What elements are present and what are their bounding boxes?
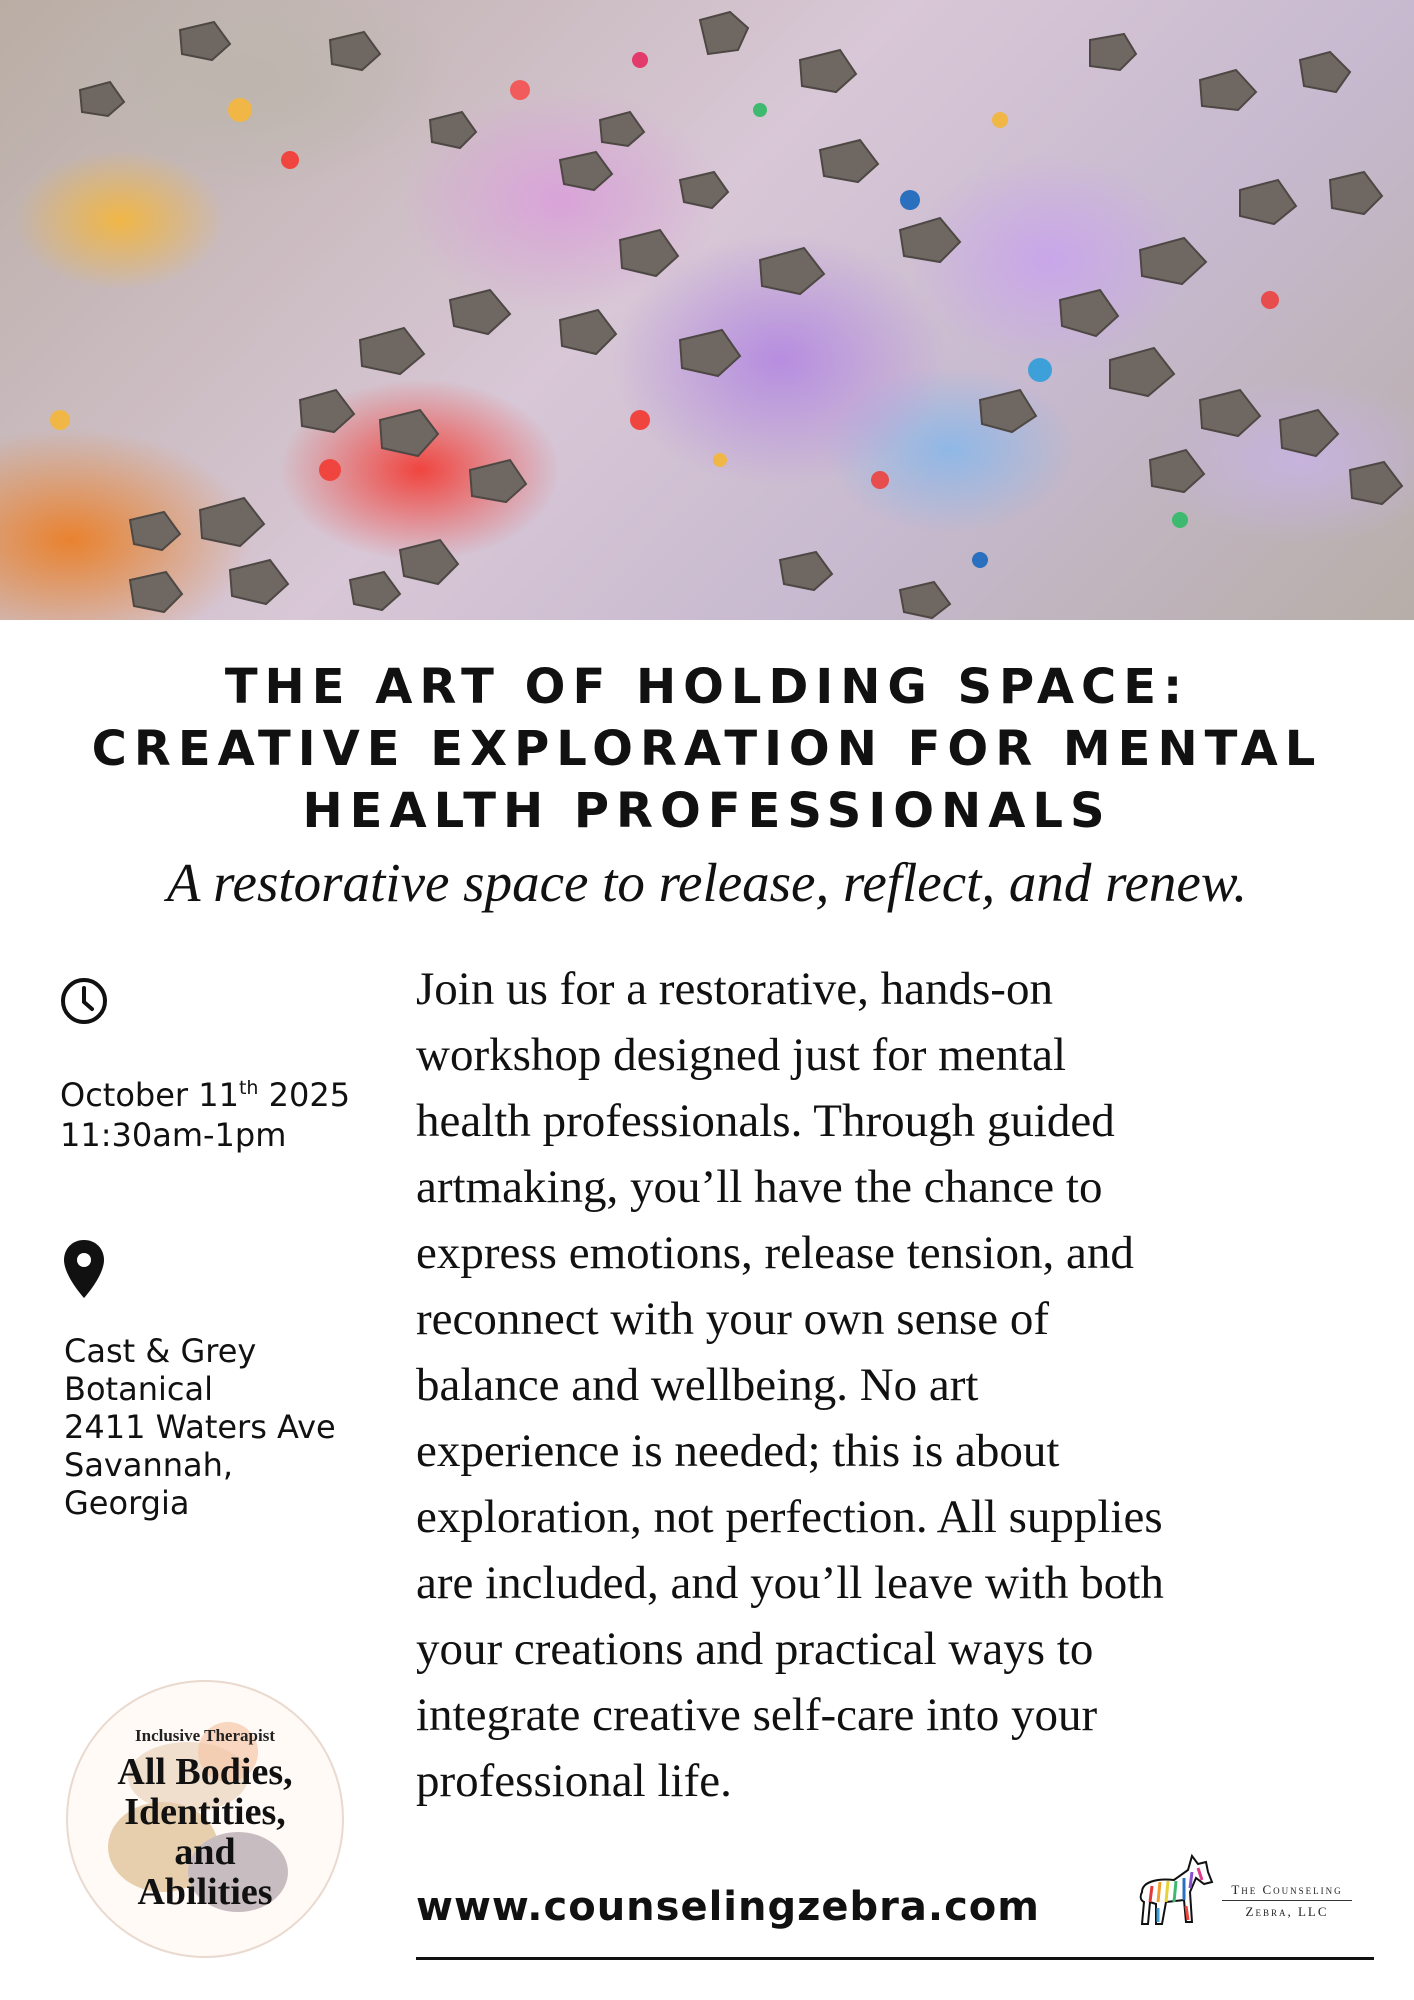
counseling-zebra-logo-text [1222, 1882, 1352, 1920]
footer-divider [416, 1957, 1374, 1960]
address-line: Georgia [64, 1484, 190, 1522]
address-line: 2411 Waters Ave [64, 1408, 336, 1446]
event-date [60, 1076, 350, 1114]
description-line: artmaking, you’ll have the chance to [416, 1161, 1103, 1213]
description-line: express emotions, release tension, and [416, 1227, 1134, 1279]
description-line: experience is needed; this is about [416, 1425, 1060, 1477]
description-line: balance and wellbeing. No art [416, 1359, 979, 1411]
address-line: Cast & Grey [64, 1332, 257, 1370]
address-line: Savannah, [64, 1446, 234, 1484]
zebra-icon [1122, 1842, 1222, 1942]
description-line: integrate creative self-care into your [416, 1689, 1098, 1741]
description-line: reconnect with your own sense of [416, 1293, 1050, 1345]
event-title: THE ART OF HOLDING SPACE: CREATIVE EXPLORATION FOR MENTAL HEALTH PROFESSIONALS [91, 659, 1323, 839]
badge-heading: Inclusive Therapist [135, 1726, 275, 1745]
location-pin-icon [62, 1238, 106, 1300]
date-suffix: th [238, 1077, 259, 1099]
badge-line: Abilities [137, 1871, 273, 1913]
clock-icon [58, 975, 110, 1027]
description-line: workshop designed just for mental [416, 1029, 1067, 1081]
logo-line: Zebra, LLC [1245, 1904, 1329, 1919]
event-description [416, 956, 1346, 1814]
address-line: Botanical [64, 1370, 213, 1408]
date-month-day: October 11 [60, 1076, 239, 1114]
badge-line: All Bodies, [117, 1751, 293, 1793]
inclusive-therapist-badge [66, 1680, 344, 1958]
event-time: 11:30am-1pm [60, 1116, 287, 1154]
description-line: your creations and practical ways to [416, 1623, 1094, 1675]
badge-line: and [174, 1831, 236, 1873]
logo-line: The Counseling [1222, 1882, 1352, 1901]
rocks-layer [0, 0, 1414, 620]
description-line: Join us for a restorative, hands-on [416, 963, 1053, 1015]
description-line: are included, and you’ll leave with both [416, 1557, 1164, 1609]
event-address [64, 1332, 364, 1522]
badge-line: Identities, [124, 1791, 286, 1833]
description-line: professional life. [416, 1755, 732, 1807]
event-subtitle: A restorative space to release, reflect, and renew. [166, 852, 1248, 913]
hero-image [0, 0, 1414, 620]
date-year: 2025 [258, 1076, 351, 1114]
description-line: exploration, not perfection. All supplies [416, 1491, 1163, 1543]
website-link[interactable]: www.counselingzebra.com [416, 1884, 1040, 1930]
description-line: health professionals. Through guided [416, 1095, 1115, 1147]
badge-text [68, 1752, 342, 1912]
